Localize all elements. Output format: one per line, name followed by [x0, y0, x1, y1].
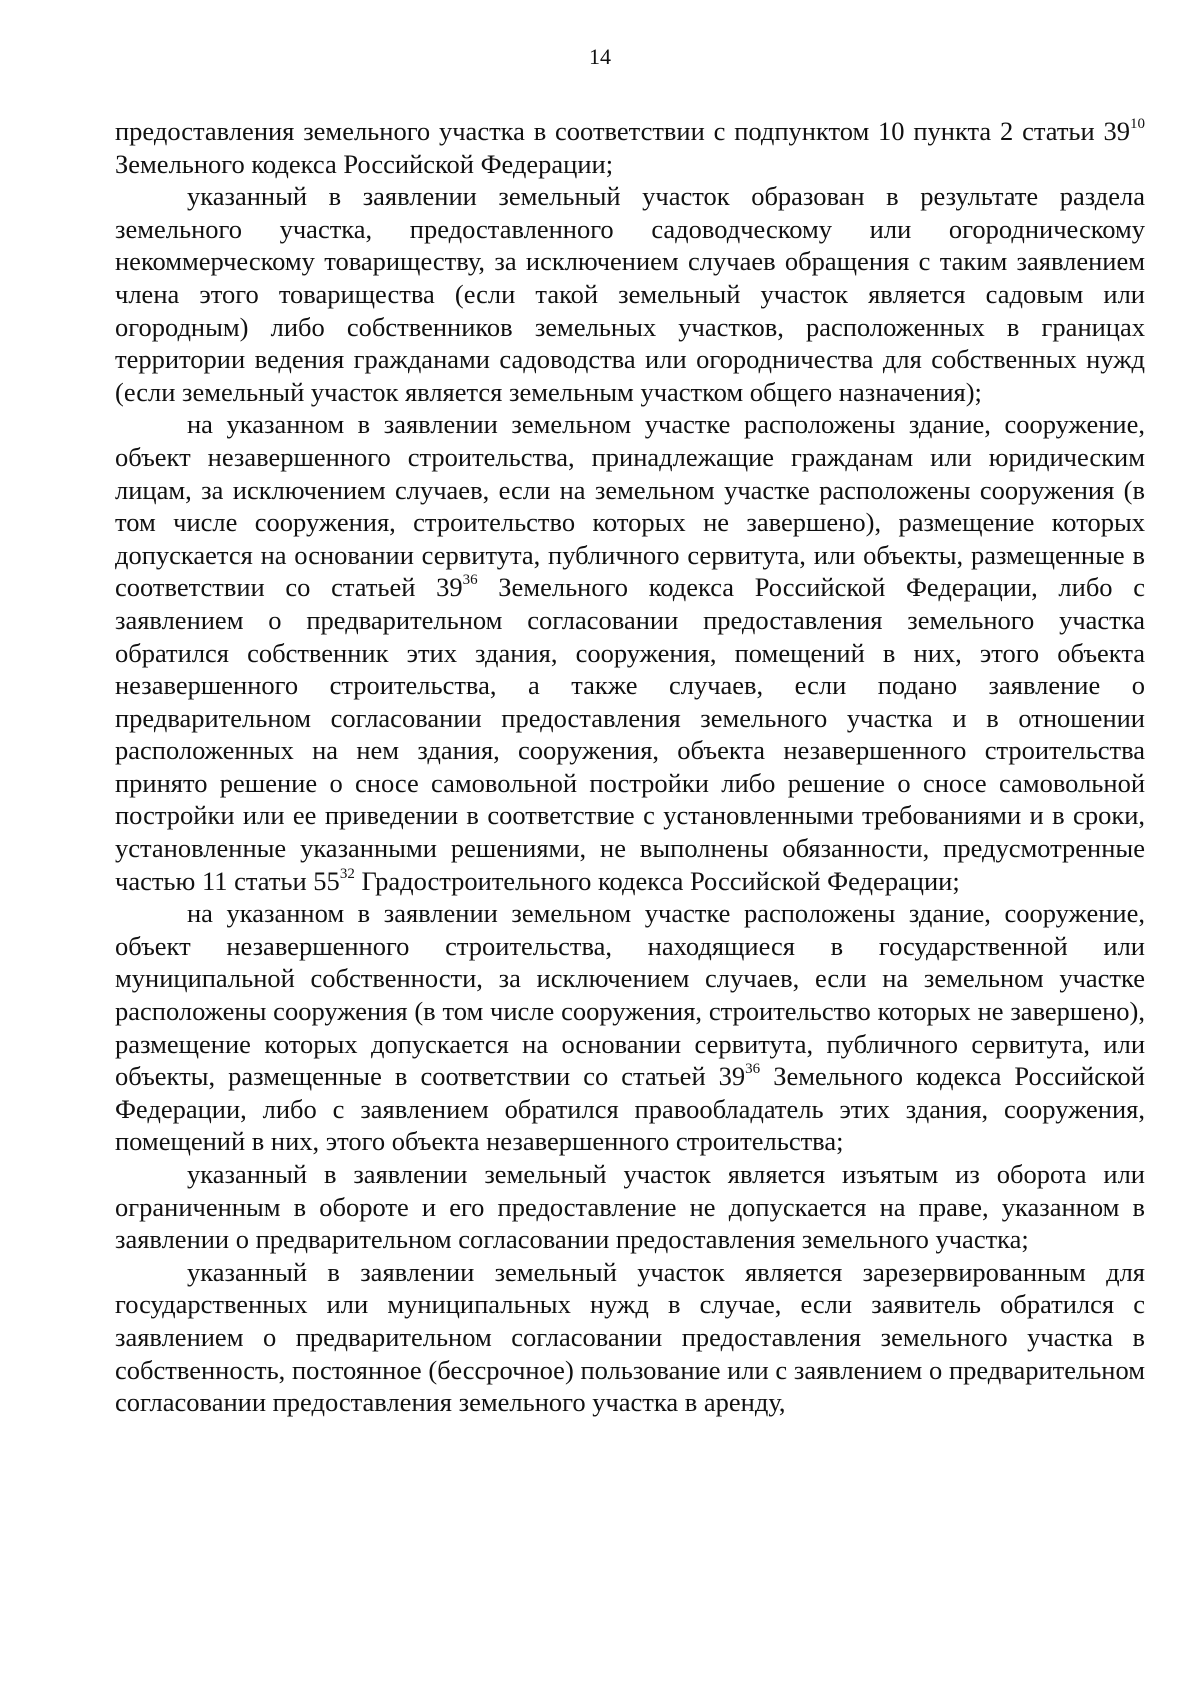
paragraph-4: [115, 897, 1145, 1158]
paragraph-1: [115, 115, 1145, 180]
paragraph-text: Земельного кодекса Российской Федерации, либо с заявлением о предварительном согласовании предоставления земельного участка обратился собственник этих здания, сооружения, помещений в них, этого объекта незавершенного строительства, а также случаев, если подано заявление о предварительном согласовании предоставления земельного участка и в отношении расположенных на нем здания, сооружения, объекта незавершенного строительства принято решение о сносе самовольной постройки либо решение о сносе самовольной постройки или ее приведении в соответствие с установленными требованиями и в сроки, установленные указанными решениями, не выполнены обязанности, предусмотренные частью 11 статьи 55: [115, 572, 1145, 896]
superscript: 10: [1130, 116, 1145, 132]
paragraph-text: Земельного кодекса Российской Федерации, либо с заявлением обратился правообладатель этих здания, сооружения, помещений в них, этого объекта незавершенного строительства;: [115, 1061, 1145, 1157]
paragraph-text: указанный в заявлении земельный участок образован в результате раздела земельного участка, предоставленного садоводческому или огородническому некоммерческому товариществу, за исключением случаев обращения с таким заявлением члена этого товарищества (если такой земельный участок является садовым или огородным) либо собственников земельных участков, расположенных в границах территории ведения гражданами садоводства или огородничества для собственных нужд (если земельный участок является земельным участком общего назначения);: [115, 181, 1145, 407]
paragraph-3: [115, 408, 1145, 897]
page-number: 14: [589, 44, 611, 69]
superscript: 36: [462, 572, 478, 589]
document-body: [115, 115, 1145, 1419]
paragraph-text: предоставления земельного участка в соответствии с подпунктом 10 пункта 2 статьи 39: [115, 116, 1130, 146]
superscript: 32: [339, 865, 355, 882]
paragraph-text: на указанном в заявлении земельном участке расположены здание, сооружение, объект незавершенного строительства, принадлежащие гражданам или юридическим лицам, за исключением случаев, если на земельном участке расположены сооружения (в том числе сооружения, строительство которых не завершено), размещение которых допускается на основании сервитута, публичного сервитута, или объекты, размещенные в соответствии со статьей 39: [115, 409, 1145, 603]
paragraph-text: Земельного кодекса Российской Федерации;: [115, 148, 614, 179]
paragraph-text: указанный в заявлении земельный участок является зарезервированным для государственных или муниципальных нужд в случае, если заявитель обратился с заявлением о предварительном согласовании предоставления земельного участка в собственность, постоянное (бессрочное) пользование или с заявлением о предварительном согласовании предоставления земельного участка в аренду,: [115, 1256, 1145, 1418]
paragraph-5: [115, 1158, 1145, 1256]
paragraph-text: на указанном в заявлении земельном участке расположены здание, сооружение, объект незавершенного строительства, находящиеся в государственной или муниципальной собственности, за исключением случаев, если на земельном участке расположены сооружения (в том числе сооружения, строительство которых не завершено), размещение которых допускается на основании сервитута, публичного сервитута, или объекты, размещенные в соответствии со статьей 39: [115, 898, 1145, 1092]
paragraph-text: Градостроительного кодекса Российской Федерации;: [354, 865, 960, 896]
paragraph-2: [115, 180, 1145, 408]
paragraph-text: указанный в заявлении земельный участок является изъятым из оборота или ограниченным в обороте и его предоставление не допускается на праве, указанном в заявлении о предварительном согласовании предоставления земельного участка;: [115, 1159, 1145, 1255]
paragraph-6: [115, 1256, 1145, 1419]
superscript: 36: [745, 1061, 761, 1078]
